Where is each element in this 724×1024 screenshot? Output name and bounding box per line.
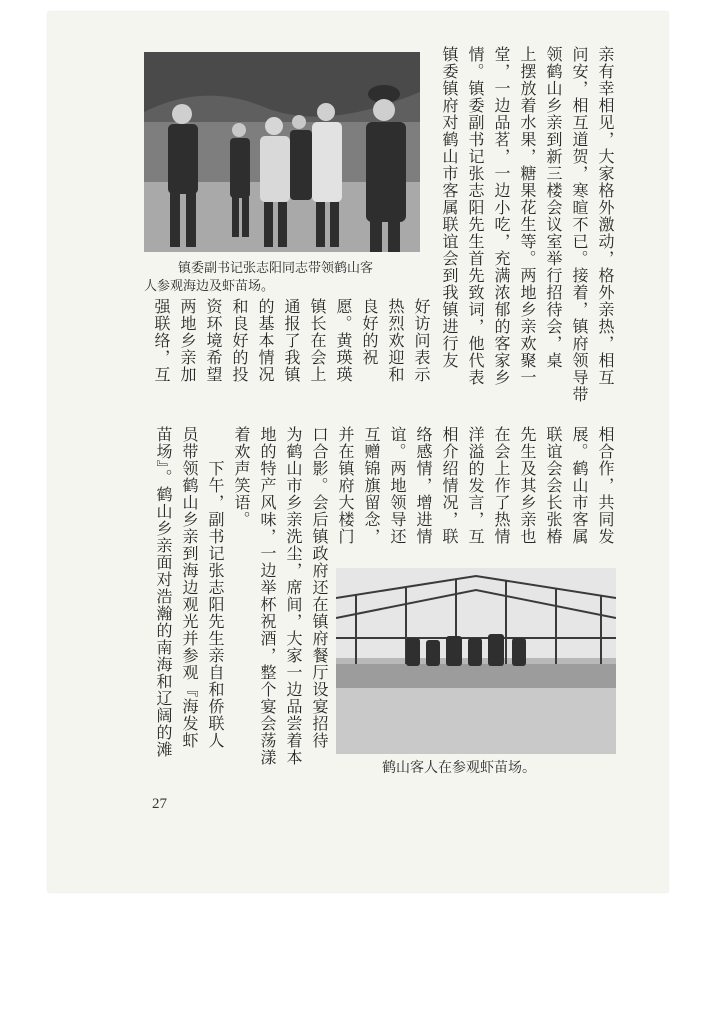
upper-column: 情。镇委副书记张志阳先生首先致词，他代表 <box>466 46 485 386</box>
lower-column: 地的特产风味，一边举杯祝酒，整个宴会荡漾 <box>258 426 277 766</box>
lower-column: 为鹤山市乡亲洗尘，席间，大家一边品尝着本 <box>284 426 303 766</box>
lower-column: 相合作，共同发 <box>596 426 615 545</box>
lower-column: 苗场』。鹤山乡亲面对浩瀚的南海和辽阔的滩 <box>154 426 173 758</box>
lower-column: 在会上作了热情 <box>492 426 511 545</box>
middle-column: 强联络，互 <box>152 298 171 383</box>
upper-column: 镇委镇府对鹤山市客属联谊会到我镇进行友 <box>440 46 459 369</box>
lower-column: 口合影。会后镇政府还在镇府餐厅设宴招待 <box>310 426 329 749</box>
upper-column: 领鹤山乡亲到新三楼会议室举行招待会，桌 <box>544 46 563 369</box>
document-page <box>48 12 668 892</box>
photo1-caption-line2: 人参观海边及虾苗场。 <box>144 279 275 294</box>
page-number: 27 <box>152 796 167 812</box>
lower-column: 下午，副书记张志阳先生亲自和侨联人 <box>206 426 225 749</box>
lower-column: 并在镇府大楼门 <box>336 426 355 545</box>
upper-column: 堂，一边品茗，一边小吃，充满浓郁的客家乡 <box>492 46 511 386</box>
photo-shrimp-hatchery <box>336 568 616 754</box>
lower-column: 相介绍情况，联 <box>440 426 459 545</box>
middle-column: 镇长在会上 <box>308 298 327 383</box>
middle-column: 资环境希望 <box>204 298 223 383</box>
photo1-caption-line1: 镇委副书记张志阳同志带领鹤山客 <box>178 261 374 276</box>
lower-column: 员带领鹤山乡亲到海边观光并参观『海发虾 <box>180 426 199 749</box>
upper-column: 问安，相互道贺，寒暄不已。接着，镇府领导带 <box>570 46 589 403</box>
photo2-caption: 鹤山客人在参观虾苗场。 <box>382 760 536 776</box>
middle-column: 的基本情况 <box>256 298 275 383</box>
middle-column: 愿。黄瑛瑛 <box>334 298 353 383</box>
photo-officials-illustration <box>144 52 420 252</box>
lower-column: 洋溢的发言，互 <box>466 426 485 545</box>
photo-hatchery-illustration <box>336 568 616 754</box>
photo-officials-seaside <box>144 52 420 252</box>
lower-column: 互赠锦旗留念， <box>362 426 381 545</box>
middle-column: 好访问表示 <box>412 298 431 383</box>
lower-column: 联谊会会长张椿 <box>544 426 563 545</box>
lower-column: 着欢声笑语。 <box>232 426 251 528</box>
middle-column: 和良好的投 <box>230 298 249 383</box>
lower-column: 展。鹤山市客属 <box>570 426 589 545</box>
lower-column: 谊。两地领导还 <box>388 426 407 545</box>
middle-column: 良好的祝 <box>360 298 379 366</box>
middle-column: 两地乡亲加 <box>178 298 197 383</box>
upper-column: 上摆放着水果，糖果花生等。两地乡亲欢聚一 <box>518 46 537 386</box>
lower-column: 络感情，增进情 <box>414 426 433 545</box>
middle-column: 热烈欢迎和 <box>386 298 405 383</box>
middle-column: 通报了我镇 <box>282 298 301 383</box>
upper-column: 亲有幸相见，大家格外激动，格外亲热，相互 <box>596 46 615 386</box>
lower-column: 先生及其乡亲也 <box>518 426 537 545</box>
